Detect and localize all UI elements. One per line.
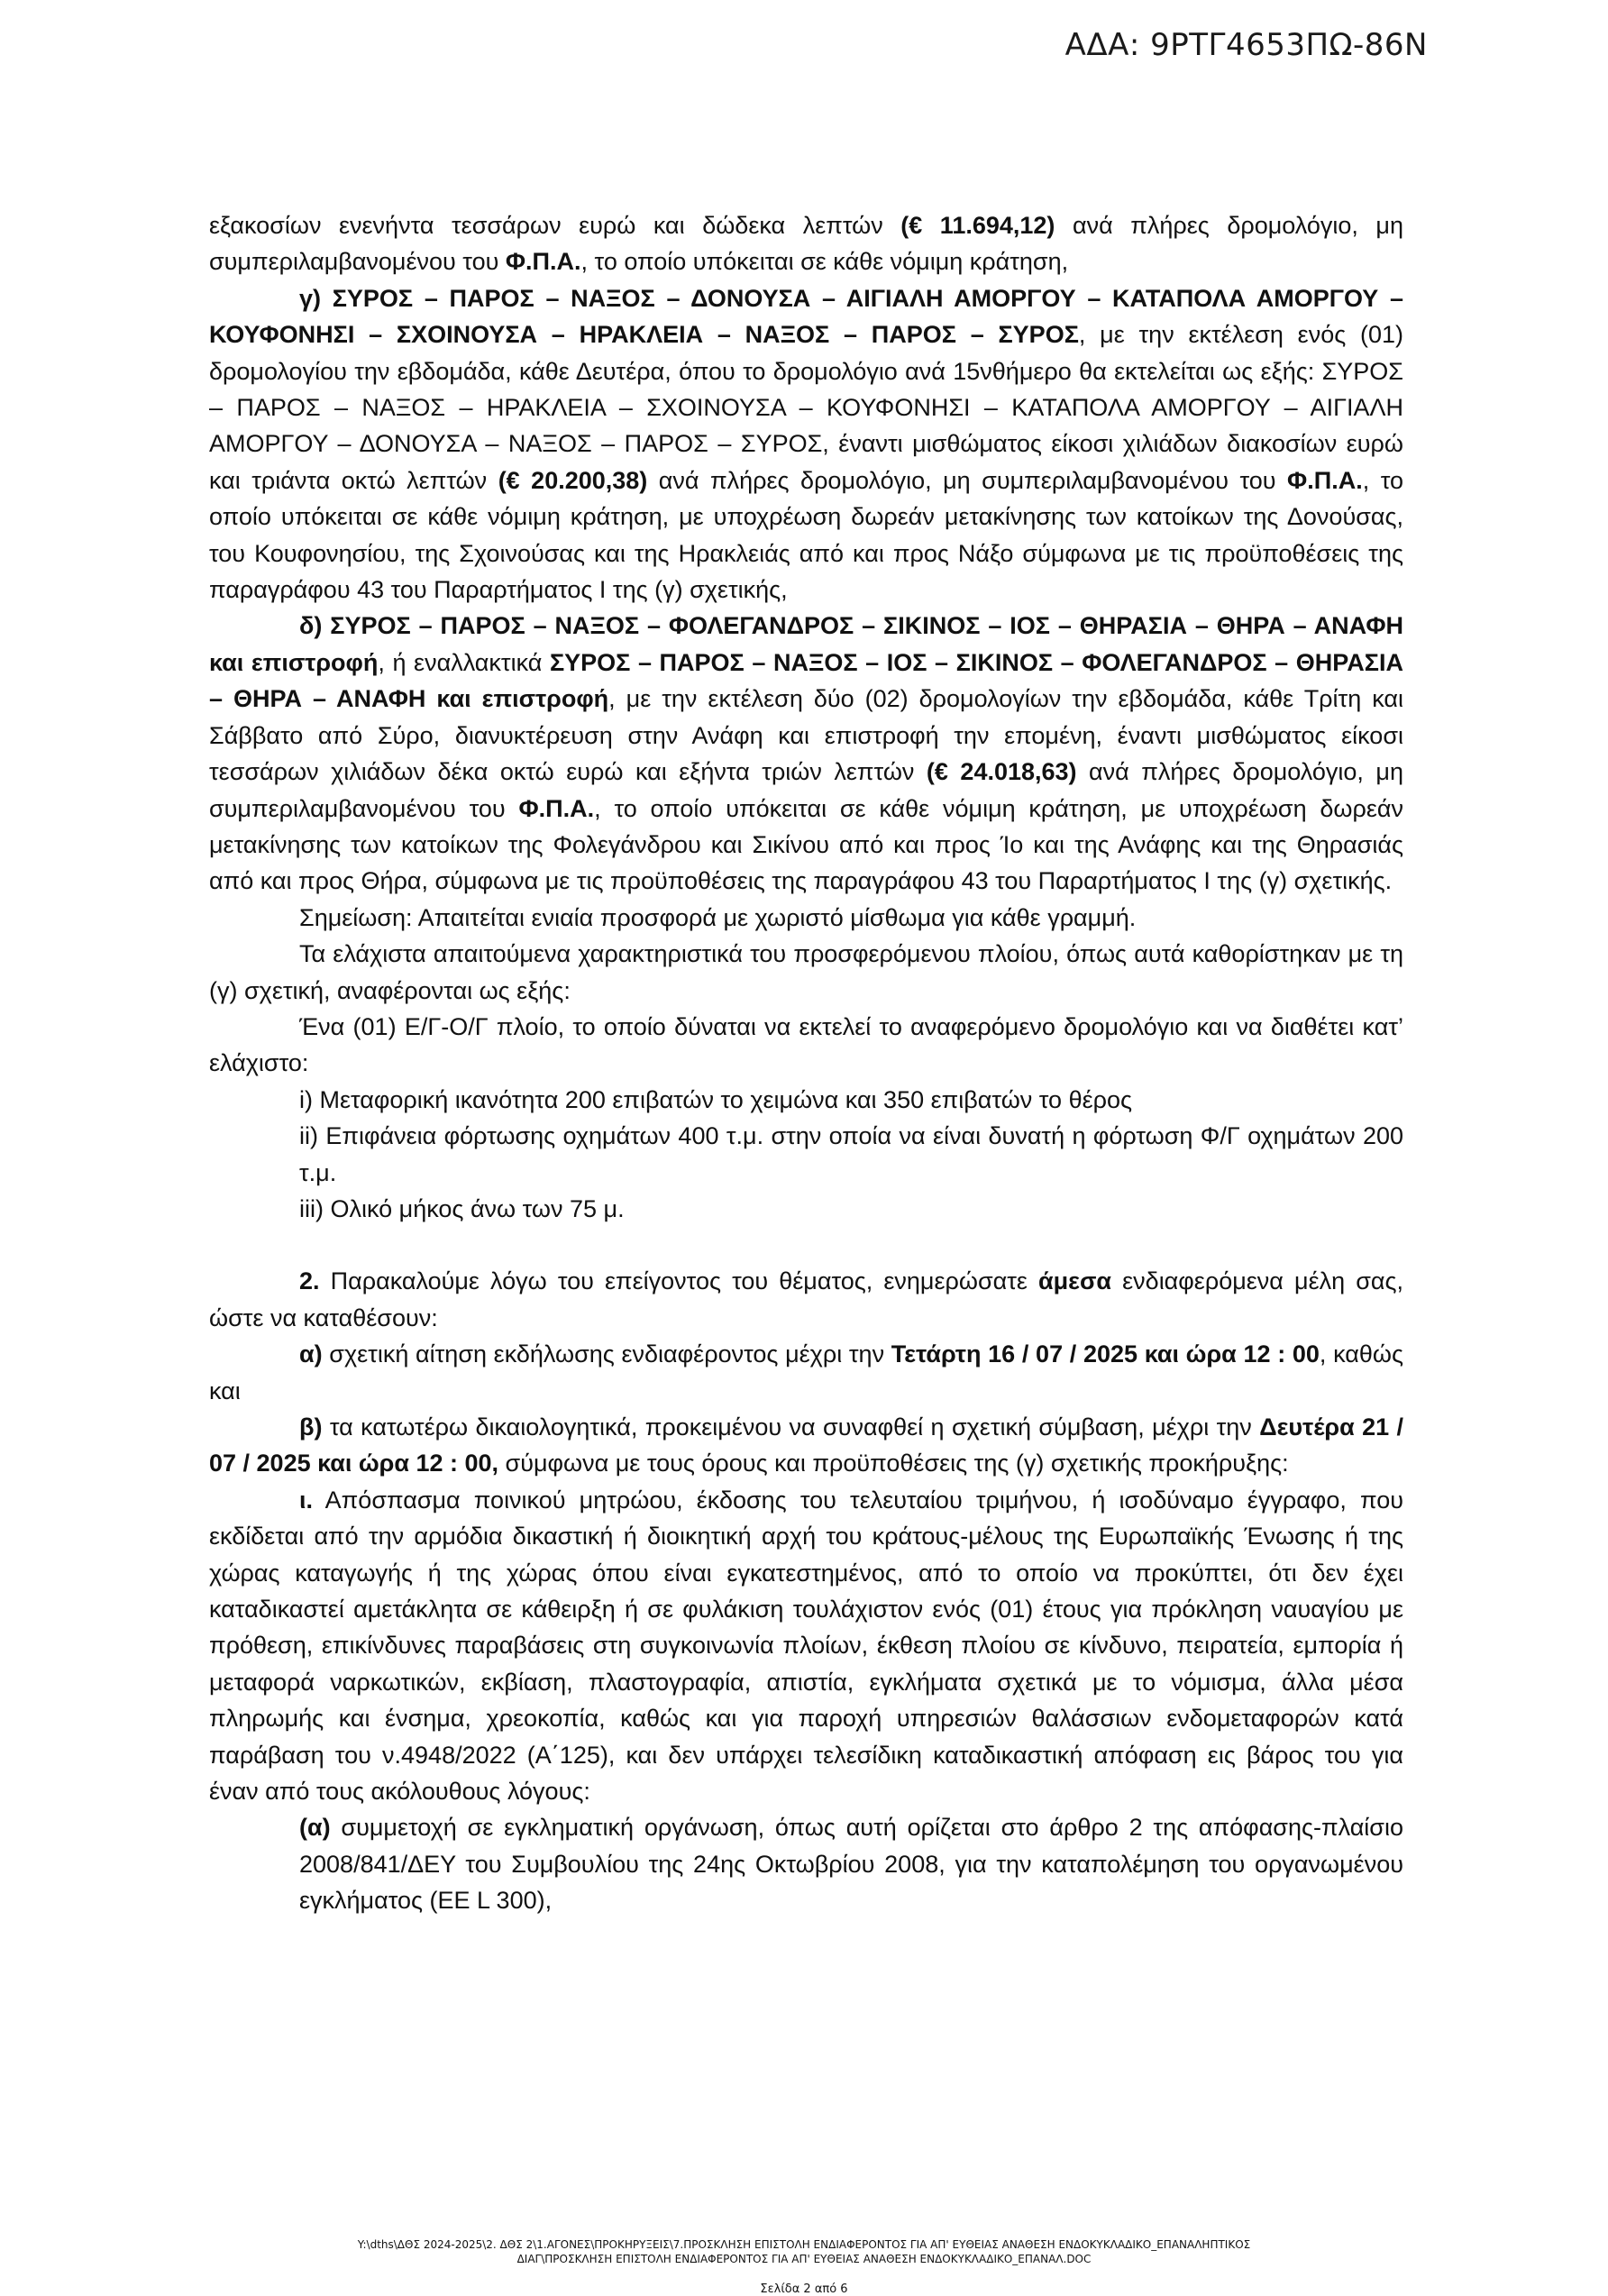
footer-file-path: [0, 2237, 1608, 2266]
paragraph-deadline-a: α) σχετική αίτηση εκδήλωσης ενδιαφέροντος μέχρι την Τετάρτη 16 / 07 / 2025 και ώρα 12 : 00, καθώς και: [209, 1340, 1403, 1404]
page-number: Σελίδα 2 από 6: [760, 2282, 848, 2296]
requirement-passenger-capacity: i) Μεταφορική ικανότητα 200 επιβατών το χειμώνα και 350 επιβατών το θέρος: [299, 1085, 1133, 1113]
paragraph-criminal-organization: (α) συμμετοχή σε εγκληματική οργάνωση, όπως αυτή ορίζεται στο άρθρο 2 της απόφασης-πλαίσιο 2008/841/ΔΕΥ του Συμβουλίου της 24ης Οκτωβρίου 2008, για την καταπολέμηση του οργανωμένου εγκλήματος (ΕΕ L 300),: [299, 1814, 1403, 1915]
paragraph-criminal-record: ι. Απόσπασμα ποινικού μητρώου, έκδοσης του τελευταίου τριμήνου, ή ισοδύναμο έγγραφο, που εκδίδεται από την αρμόδια δικαστική ή διοικητική αρχή του κράτους-μέλους της Ευρωπαϊκής Ένωσης ή της χώρας καταγωγής ή της χώρας όπου είναι εγκατεστημένος, από το οποίο να προκύπτει, ότι δεν έχει καταδικαστεί αμετάκλητα σε κάθειρξη ή σε φυλάκιση τουλάχιστον ενός (01) έτους για πρόκληση ναυαγίου με πρόθεση, επικίνδυνες παραβάσεις στη συγκοινωνία πλοίων, έκθεση πλοίου σε κίνδυνο, πειρατεία, εμπορία ή μεταφορά ναρκωτικών, εκβίαση, πλαστογραφία, απιστία, εγκλήματα σχετικά με το νόμισμα, άλλα μέσα πληρωμής και ένσημα, χρεοκοπία, καθώς και για παροχή υπηρεσιών θαλάσσιων ενδομεταφορών κατά παράβαση του ν.4948/2022 (Α΄125), και δεν υπάρχει τελεσίδικη καταδικαστική απόφαση εις βάρος του για έναν από τους ακόλουθους λόγους:: [209, 1486, 1403, 1806]
paragraph-request: 2. Παρακαλούμε λόγω του επείγοντος του θέματος, ενημερώσατε άμεσα ενδιαφερόμενα μέλη σας, ώστε να καταθέσουν:: [209, 1267, 1403, 1331]
requirement-length: iii) Ολικό μήκος άνω των 75 μ.: [299, 1194, 625, 1222]
paragraph-ship-requirement: Ένα (01) Ε/Γ-Ο/Γ πλοίο, το οποίο δύναται να εκτελεί το αναφερόμενο δρομολόγιο και να διαθέτει κατ’ ελάχιστο:: [209, 1012, 1403, 1077]
document-body: [209, 207, 1403, 1919]
paragraph-ship-characteristics: Τα ελάχιστα απαιτούμενα χαρακτηριστικά του προσφερόμενου πλοίου, όπως αυτά καθορίστηκαν με τη (γ) σχετική, αναφέρονται ως εξής:: [209, 940, 1403, 1004]
paragraph-note: Σημείωση: Απαιτείται ενιαία προσφορά με χωριστό μίσθωμα για κάθε γραμμή.: [299, 903, 1137, 931]
paragraph-deadline-b: β) τα κατωτέρω δικαιολογητικά, προκειμένου να συναφθεί η σχετική σύμβαση, μέχρι την Δευτέρα 21 / 07 / 2025 και ώρα 12 : 00, σύμφωνα με τους όρους και προϋποθέσεις της (γ) σχετικής προκήρυξης:: [209, 1413, 1403, 1477]
paragraph-route-g: γ) ΣΥΡΟΣ – ΠΑΡΟΣ – ΝΑΞΟΣ – ΔΟΝΟΥΣΑ – ΑΙΓΙΑΛΗ ΑΜΟΡΓΟΥ – ΚΑΤΑΠΟΛΑ ΑΜΟΡΓΟΥ – ΚΟΥΦΟΝΗΣΙ – ΣΧΟΙΝΟΥΣΑ – ΗΡΑΚΛΕΙΑ – ΝΑΞΟΣ – ΠΑΡΟΣ – ΣΥΡΟΣ, με την εκτέλεση ενός (01) δρομολογίου την εβδομάδα, κάθε Δευτέρα, όπου το δρομολόγιο ανά 15νθήμερο θα εκτελείται ως εξής: ΣΥΡΟΣ – ΠΑΡΟΣ – ΝΑΞΟΣ – ΗΡΑΚΛΕΙΑ – ΣΧΟΙΝΟΥΣΑ – ΚΟΥΦΟΝΗΣΙ – ΚΑΤΑΠΟΛΑ ΑΜΟΡΓΟΥ – ΑΙΓΙΑΛΗ ΑΜΟΡΓΟΥ – ΔΟΝΟΥΣΑ – ΝΑΞΟΣ – ΠΑΡΟΣ – ΣΥΡΟΣ, έναντι μισθώματος είκοσι χιλιάδων διακοσίων ευρώ και τριάντα οκτώ λεπτών (€ 20.200,38) ανά πλήρες δρομολόγιο, μη συμπεριλαμβανομένου του Φ.Π.Α., το οποίο υπόκειται σε κάθε νόμιμη κράτηση, με υποχρέωση δωρεάν μετακίνησης των κατοίκων της Δονούσας, του Κουφονησίου, της Σχοινούσας και της Ηρακλειάς από και προς Νάξο σύμφωνα με τις προϋποθέσεις της παραγράφου 43 του Παραρτήματος Ι της (γ) σχετικής,: [209, 284, 1403, 604]
footer-path-line-1: Y:\dths\ΔΘΣ 2024-2025\2. ΔΘΣ 2\1.ΑΓΟΝΕΣ\ΠΡΟΚΗΡΥΞΕΙΣ\7.ΠΡΟΣΚΛΗΣΗ ΕΠΙΣΤΟΛΗ ΕΝΔΙΑΦΕΡΟΝΤΟΣ ΓΙΑ ΑΠ' ΕΥΘΕΙΑΣ ΑΝΑΘΕΣΗ ΕΝΔΟΚΥΚΛΑΔΙΚΟ_ΕΠΑΝΑΛΗΠΤΙΚΟΣ: [357, 2238, 1251, 2251]
footer-path-line-2: ΔΙΑΓ\ΠΡΟΣΚΛΗΣΗ ΕΠΙΣΤΟΛΗ ΕΝΔΙΑΦΕΡΟΝΤΟΣ ΓΙΑ ΑΠ' ΕΥΘΕΙΑΣ ΑΝΑΘΕΣΗ ΕΝΔΟΚΥΚΛΑΔΙΚΟ_ΕΠΑΝΑΛ.DOC: [516, 2253, 1092, 2265]
requirement-vehicle-deck: ii) Επιφάνεια φόρτωσης οχημάτων 400 τ.μ. στην οποία να είναι δυνατή η φόρτωση Φ/Γ οχημάτων 200 τ.μ.: [299, 1122, 1403, 1186]
paragraph-fare-continuation: εξακοσίων ενενήντα τεσσάρων ευρώ και δώδεκα λεπτών (€ 11.694,12) ανά πλήρες δρομολόγιο, μη συμπεριλαμβανομένου του Φ.Π.Α., το οποίο υπόκειται σε κάθε νόμιμη κράτηση,: [209, 212, 1404, 276]
paragraph-route-d: δ) ΣΥΡΟΣ – ΠΑΡΟΣ – ΝΑΞΟΣ – ΦΟΛΕΓΑΝΔΡΟΣ – ΣΙΚΙΝΟΣ – ΙΟΣ – ΘΗΡΑΣΙΑ – ΘΗΡΑ – ΑΝΑΦΗ και επιστροφή, ή εναλλακτικά ΣΥΡΟΣ – ΠΑΡΟΣ – ΝΑΞΟΣ – ΙΟΣ – ΣΙΚΙΝΟΣ – ΦΟΛΕΓΑΝΔΡΟΣ – ΘΗΡΑΣΙΑ – ΘΗΡΑ – ΑΝΑΦΗ και επιστροφή, με την εκτέλεση δύο (02) δρομολογίων την εβδομάδα, κάθε Τρίτη και Σάββατο από Σύρο, διανυκτέρευση στην Ανάφη και επιστροφή την επομένη, έναντι μισθώματος είκοσι τεσσάρων χιλιάδων δέκα οκτώ ευρώ και εξήντα τριών λεπτών (€ 24.018,63) ανά πλήρες δρομολόγιο, μη συμπεριλαμβανομένου του Φ.Π.Α., το οποίο υπόκειται σε κάθε νόμιμη κράτηση, με υποχρέωση δωρεάν μετακίνησης των κατοίκων της Φολεγάνδρου και Σικίνου από και προς Ίο και της Ανάφης και της Θηρασιάς από και προς Θήρα, σύμφωνα με τις προϋποθέσεις της παραγράφου 43 του Παραρτήματος Ι της (γ) σχετικής.: [209, 612, 1403, 895]
ada-code: ΑΔΑ: 9ΡΤΓ4653ΠΩ-86Ν: [1064, 27, 1428, 63]
